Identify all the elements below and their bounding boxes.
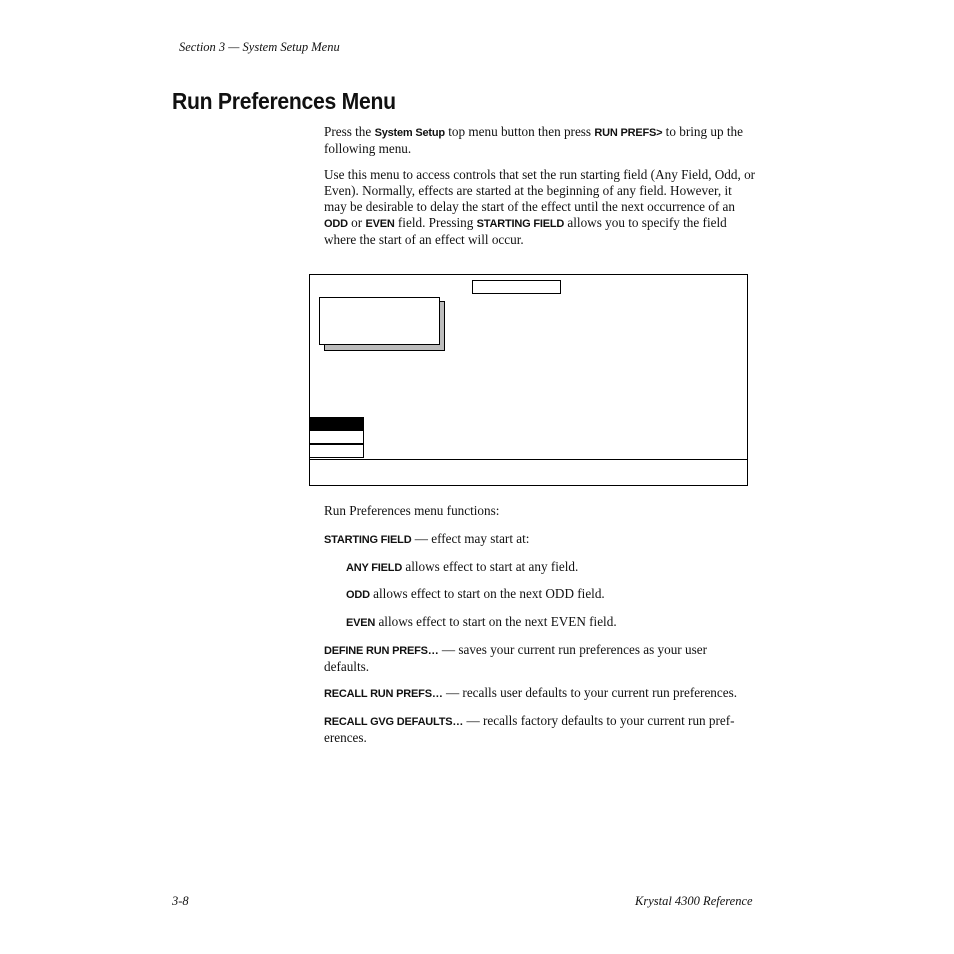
keyword-odd: ODD <box>324 218 348 230</box>
function-desc: — recalls factory defaults to your current run pref-erences. <box>324 713 735 745</box>
menu-title-box <box>472 280 561 294</box>
keyword-run-prefs: RUN PREFS> <box>594 127 663 139</box>
function-desc: allows effect to start at any field. <box>402 559 579 574</box>
text-run: Use this menu to access controls that set the run starting field (Any Field, Odd, or Even). Normally, effects are started at the beginning of any field. However, it may be desirable to delay the start of the effect until the next occurrence of an <box>324 167 756 214</box>
text-run: to bring up the following menu. <box>324 124 743 156</box>
function-key: ODD <box>346 589 370 601</box>
function-key: EVEN <box>346 617 376 629</box>
text-run: allows you to specify the field where the start of an effect will occur. <box>324 215 727 247</box>
function-desc: allows effect to start on the next ODD field. <box>369 586 605 601</box>
book-title: Krystal 4300 Reference <box>635 894 753 908</box>
function-recall-run-prefs <box>324 685 764 702</box>
function-key: ANY FIELD <box>346 562 403 574</box>
keyword-starting-field: STARTING FIELD <box>476 218 565 230</box>
text-run: field. Pressing <box>394 215 477 230</box>
function-starting-field <box>324 531 764 548</box>
text-run: or <box>347 215 366 230</box>
menu-button <box>309 430 364 444</box>
running-header: Section 3 — System Setup Menu <box>179 40 340 54</box>
intro-paragraph-2 <box>324 167 756 248</box>
keyword-system-setup: System Setup <box>374 127 445 139</box>
function-any-field <box>346 559 786 576</box>
function-desc: — recalls user defaults to your current run preferences. <box>442 685 738 700</box>
text-run: top menu button then press <box>444 124 595 139</box>
function-key: RECALL RUN PREFS… <box>324 688 443 700</box>
function-desc: allows effect to start on the next EVEN field. <box>375 614 617 629</box>
text-run: Press the <box>324 124 375 139</box>
function-even <box>346 614 786 631</box>
function-odd <box>346 586 786 603</box>
menu-button <box>309 444 364 458</box>
menu-button-selected <box>309 417 364 431</box>
function-desc: — saves your current run preferences as your user defaults. <box>324 642 707 674</box>
page-number: 3-8 <box>172 894 189 908</box>
function-key: RECALL GVG DEFAULTS… <box>324 716 464 728</box>
menu-status-divider <box>309 459 747 460</box>
function-recall-gvg-defaults <box>324 713 754 746</box>
function-desc: — effect may start at: <box>411 531 530 546</box>
function-define-run-prefs <box>324 642 754 675</box>
functions-intro: Run Preferences menu functions: <box>324 503 500 518</box>
intro-paragraph-1 <box>324 124 756 157</box>
function-key: DEFINE RUN PREFS… <box>324 645 439 657</box>
function-key: STARTING FIELD <box>324 534 412 546</box>
page-title: Run Preferences Menu <box>172 88 396 114</box>
menu-panel <box>319 297 440 345</box>
keyword-even: EVEN <box>365 218 395 230</box>
